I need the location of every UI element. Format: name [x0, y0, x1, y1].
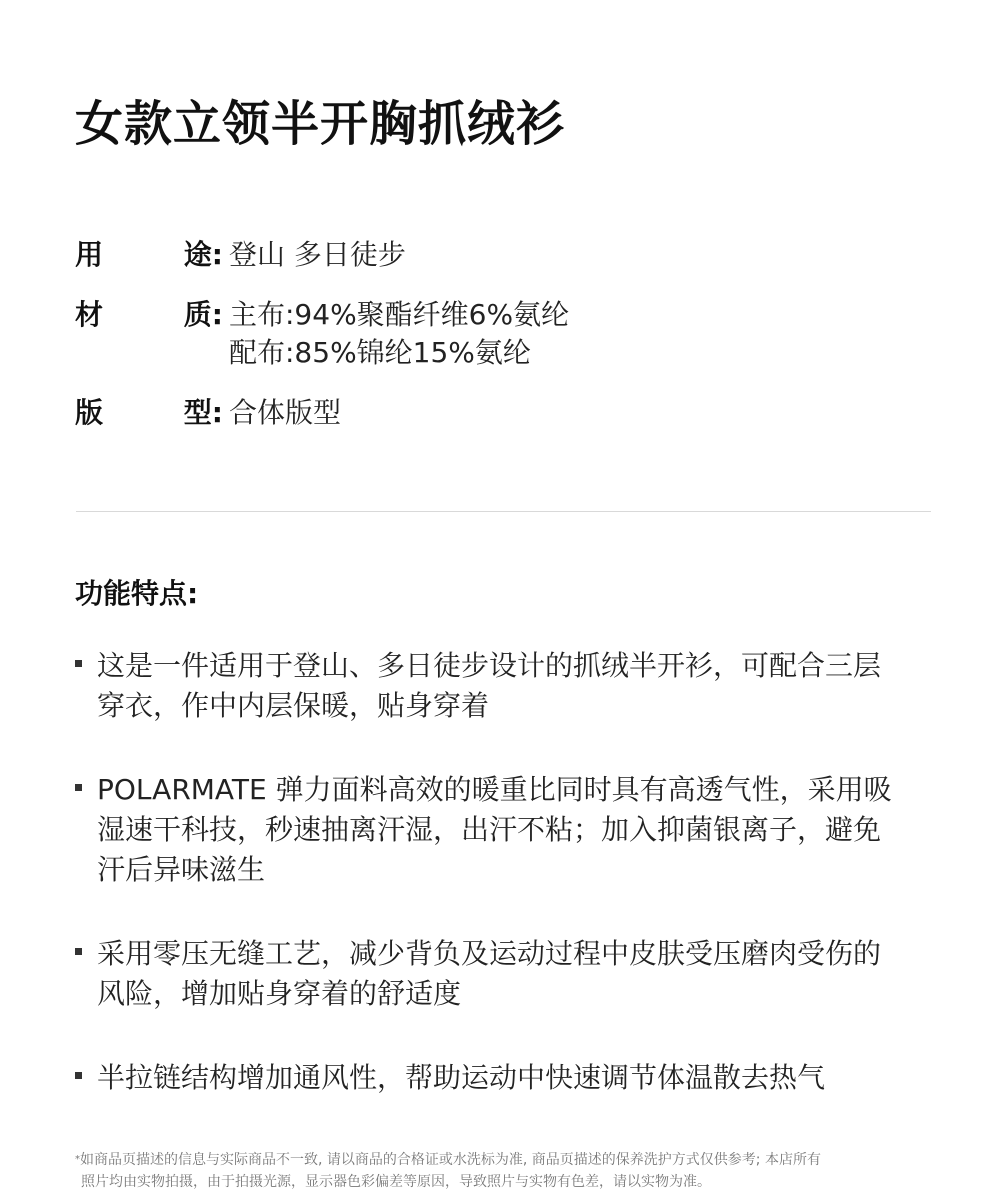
feature-item	[75, 646, 975, 726]
feature-line: 这是一件适用于登山、多日徒步设计的抓绒半开衫，可配合三层	[97, 649, 882, 682]
spec-row-usage	[75, 236, 935, 274]
spec-label	[75, 296, 223, 334]
spec-label-char: 版	[75, 396, 104, 429]
square-bullet-icon	[75, 1072, 82, 1079]
feature-line: POLARMATE 弹力面料高效的暖重比同时具有高透气性，采用吸	[97, 773, 892, 806]
spec-row-fit	[75, 394, 935, 432]
spec-label-char: 用	[75, 238, 104, 271]
spec-value: 合体版型	[229, 396, 342, 429]
feature-item	[75, 934, 975, 1014]
spec-label-char: 型:	[183, 396, 223, 429]
product-title: 女款立领半开胸抓绒衫	[75, 96, 566, 152]
footnote-line: 照片均由实物拍摄，由于拍摄光源，显示器色彩偏差等原因，导致照片与实物有色差，请以实物为准。	[81, 1174, 711, 1190]
square-bullet-icon	[75, 784, 82, 791]
feature-line: 半拉链结构增加通风性，帮助运动中快速调节体温散去热气	[97, 1061, 826, 1094]
spec-row-material	[75, 296, 935, 372]
features-heading: 功能特点:	[75, 577, 199, 610]
square-bullet-icon	[75, 660, 82, 667]
spec-value: 登山 多日徒步	[229, 238, 406, 271]
spec-value: 主布:94%聚酯纤维6%氨纶	[229, 298, 570, 331]
feature-line: 汗后异味滋生	[97, 853, 266, 886]
square-bullet-icon	[75, 948, 82, 955]
spec-label-char: 质:	[183, 298, 223, 331]
feature-line: 风险，增加贴身穿着的舒适度	[97, 977, 462, 1010]
spec-values	[223, 394, 341, 432]
spec-label	[75, 236, 223, 274]
feature-item	[75, 1058, 975, 1098]
spec-values	[223, 236, 406, 274]
footnote-line: *如商品页描述的信息与实际商品不一致, 请以商品的合格证或水洗标为准, 商品页描述的保养洗护方式仅供参考; 本店所有	[75, 1152, 821, 1168]
footnote-star: *	[75, 1154, 80, 1165]
feature-line: 穿衣，作中内层保暖，贴身穿着	[97, 689, 490, 722]
spec-value: 配布:85%锦纶15%氨纶	[229, 336, 531, 369]
spec-label-char: 途:	[183, 238, 223, 271]
spec-list	[75, 236, 935, 454]
feature-list	[75, 646, 975, 1142]
disclaimer-footnote	[75, 1149, 955, 1193]
section-divider	[76, 511, 931, 512]
spec-values	[223, 296, 569, 372]
spec-label	[75, 394, 223, 432]
feature-line: 湿速干科技，秒速抽离汗湿，出汗不粘；加入抑菌银离子，避免	[97, 813, 882, 846]
feature-item	[75, 770, 975, 890]
feature-line: 采用零压无缝工艺，减少背负及运动过程中皮肤受压磨肉受伤的	[97, 937, 882, 970]
spec-label-char: 材	[75, 298, 104, 331]
